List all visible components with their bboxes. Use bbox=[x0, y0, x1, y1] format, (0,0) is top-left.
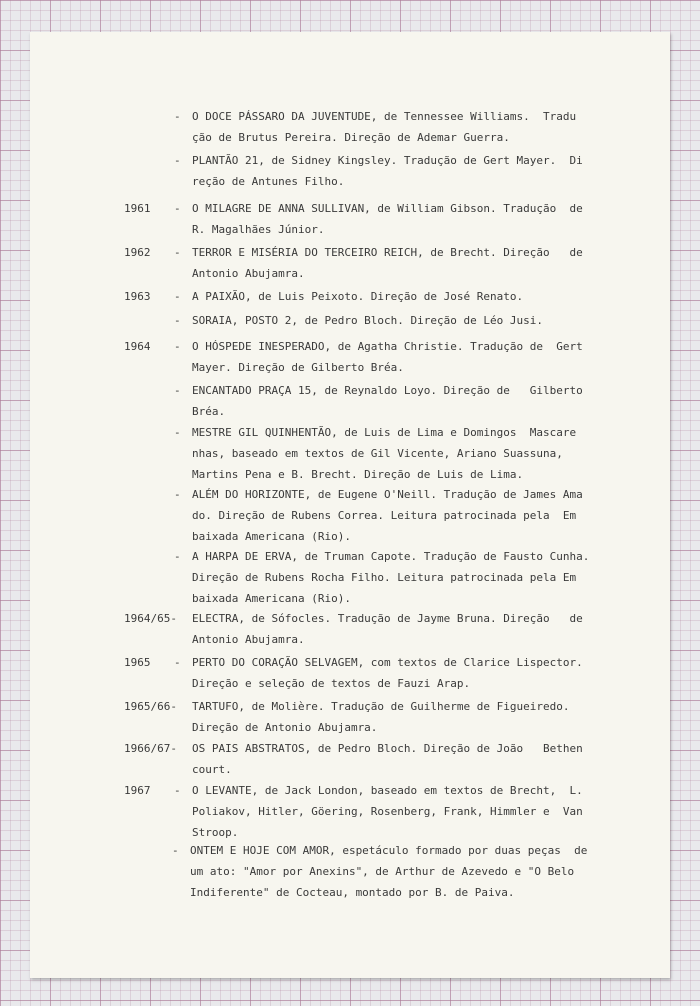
entry-line: A PAIXÃO, de Luis Peixoto. Direção de José Renato. bbox=[192, 290, 524, 303]
entry-dash: - bbox=[174, 656, 181, 669]
typewritten-page bbox=[30, 32, 670, 978]
entry-line: baixada Americana (Rio). bbox=[192, 530, 351, 543]
entry-text bbox=[192, 198, 632, 240]
entry-line: um ato: "Amor por Anexins", de Arthur de Azevedo e "O Belo bbox=[190, 865, 575, 878]
entry-dash: - bbox=[174, 314, 181, 327]
entry-year: 1965 bbox=[124, 656, 151, 669]
entry-dash: - bbox=[174, 202, 181, 215]
entry-line: SORAIA, POSTO 2, de Pedro Bloch. Direção de Léo Jusi. bbox=[192, 314, 543, 327]
entry-dash: - bbox=[174, 426, 181, 439]
entry-line: do. Direção de Rubens Correa. Leitura patrocinada pela Em bbox=[192, 509, 577, 522]
entry-year: 1962 bbox=[124, 246, 151, 259]
entry-year: 1963 bbox=[124, 290, 151, 303]
entry-year: 1967 bbox=[124, 784, 151, 797]
entry-dash: - bbox=[174, 290, 181, 303]
entry-dash: - bbox=[174, 550, 181, 563]
entry-year: 1964/65- bbox=[124, 612, 177, 625]
entry-line: ALÉM DO HORIZONTE, de Eugene O'Neill. Tradução de James Ama bbox=[192, 488, 583, 501]
entry-dash: - bbox=[174, 154, 181, 167]
entry-line: Poliakov, Hitler, Göering, Rosenberg, Frank, Himmler e Van bbox=[192, 805, 583, 818]
entry-line: O DOCE PÁSSARO DA JUVENTUDE, de Tennessee Williams. Tradu bbox=[192, 110, 577, 123]
entry-year: 1966/67- bbox=[124, 742, 177, 755]
entry-year: 1964 bbox=[124, 340, 151, 353]
entry-line: Mayer. Direção de Gilberto Bréa. bbox=[192, 361, 404, 374]
entry-line: Stroop. bbox=[192, 826, 239, 839]
entry-text bbox=[192, 106, 632, 148]
entry-line: court. bbox=[192, 763, 232, 776]
entry-line: ONTEM E HOJE COM AMOR, espetáculo formado por duas peças de bbox=[190, 844, 588, 857]
entry-line: Antonio Abujamra. bbox=[192, 267, 305, 280]
entry-line: PLANTÃO 21, de Sidney Kingsley. Tradução de Gert Mayer. Di bbox=[192, 154, 583, 167]
entry-line: nhas, baseado em textos de Gil Vicente, Ariano Suassuna, bbox=[192, 447, 563, 460]
entry-line: Direção de Rubens Rocha Filho. Leitura patrocinada pela Em bbox=[192, 571, 577, 584]
entry-line: Indiferente" de Cocteau, montado por B. de Paiva. bbox=[190, 886, 515, 899]
entry-text bbox=[192, 696, 632, 738]
entry-text bbox=[192, 286, 632, 307]
entry-line: Direção e seleção de textos de Fauzi Arap. bbox=[192, 677, 471, 690]
entry-line: O LEVANTE, de Jack London, baseado em textos de Brecht, L. bbox=[192, 784, 583, 797]
entry-line: PERTO DO CORAÇÃO SELVAGEM, com textos de Clarice Lispector. bbox=[192, 656, 583, 669]
entry-text bbox=[192, 738, 632, 780]
entry-dash: - bbox=[174, 784, 181, 797]
entry-text bbox=[192, 422, 632, 485]
entry-line: MESTRE GIL QUINHENTÃO, de Luis de Lima e Domingos Mascare bbox=[192, 426, 577, 439]
entry-line: reção de Antunes Filho. bbox=[192, 175, 345, 188]
entry-dash: - bbox=[174, 384, 181, 397]
entry-line: R. Magalhães Júnior. bbox=[192, 223, 325, 236]
entry-year: 1961 bbox=[124, 202, 151, 215]
entry-line: ELECTRA, de Sófocles. Tradução de Jayme Bruna. Direção de bbox=[192, 612, 583, 625]
entry-dash: - bbox=[172, 844, 179, 857]
entry-line: Antonio Abujamra. bbox=[192, 633, 305, 646]
entry-line: TARTUFO, de Molière. Tradução de Guilherme de Figueiredo. bbox=[192, 700, 570, 713]
entry-line: Direção de Antonio Abujamra. bbox=[192, 721, 378, 734]
entry-dash: - bbox=[174, 340, 181, 353]
entry-line: O MILAGRE DE ANNA SULLIVAN, de William Gibson. Tradução de bbox=[192, 202, 583, 215]
entry-text bbox=[192, 652, 632, 694]
entry-dash: - bbox=[174, 246, 181, 259]
entry-text bbox=[192, 380, 632, 422]
entry-text bbox=[192, 336, 632, 378]
entry-line: ção de Brutus Pereira. Direção de Ademar Guerra. bbox=[192, 131, 510, 144]
entry-text bbox=[192, 150, 632, 192]
entry-line: Martins Pena e B. Brecht. Direção de Luis de Lima. bbox=[192, 468, 524, 481]
entry-line: ENCANTADO PRAÇA 15, de Reynaldo Loyo. Direção de Gilberto bbox=[192, 384, 583, 397]
entry-year: 1965/66- bbox=[124, 700, 177, 713]
entry-line: Bréa. bbox=[192, 405, 226, 418]
entry-text bbox=[192, 310, 632, 331]
entry-text bbox=[190, 840, 630, 903]
entry-text bbox=[192, 780, 632, 843]
entry-dash: - bbox=[174, 110, 181, 123]
entry-line: O HÓSPEDE INESPERADO, de Agatha Christie. Tradução de Gert bbox=[192, 340, 583, 353]
entry-text bbox=[192, 546, 632, 609]
entry-line: A HARPA DE ERVA, de Truman Capote. Tradução de Fausto Cunha. bbox=[192, 550, 590, 563]
entry-line: baixada Americana (Rio). bbox=[192, 592, 351, 605]
entry-line: TERROR E MISÉRIA DO TERCEIRO REICH, de Brecht. Direção de bbox=[192, 246, 583, 259]
entry-text bbox=[192, 484, 632, 547]
entry-text bbox=[192, 608, 632, 650]
entry-line: OS PAIS ABSTRATOS, de Pedro Bloch. Direção de João Bethen bbox=[192, 742, 583, 755]
entry-dash: - bbox=[174, 488, 181, 501]
entry-text bbox=[192, 242, 632, 284]
